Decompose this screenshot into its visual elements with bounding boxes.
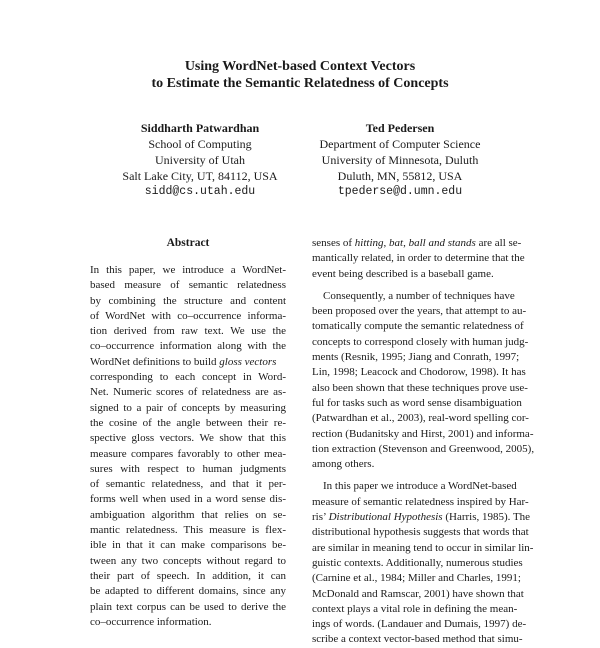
abstract-line: ible in that it can make comparisons be- [90,539,286,552]
abstract-line: based measure of semantic relatedness [90,279,286,292]
abstract-line: sures with respect to human judgments [90,462,286,475]
abstract-column [90,236,286,630]
body-line: also been shown that these techniques prove use- [312,381,528,394]
abstract-line: signed to a pair of concepts by measuring [90,401,286,414]
abstract-line: measure compares favorably to other mea- [90,447,286,460]
title-line-2: to Estimate the Semantic Relatedness of Concepts [151,76,449,91]
abstract-line: spective gloss vectors. We show that this [90,432,286,445]
author-address: Duluth, MN, 55812, USA [337,169,463,183]
body-text: ris’ [312,511,329,524]
abstract-line-text: WordNet definitions to build [90,355,220,368]
abstract-line: tion derived from raw text. We use the [90,325,286,338]
abstract-line: corresponding to each concept in Word- [90,371,286,384]
abstract-line: be adapted to different domains, since any [90,585,286,598]
body-line: tion extraction (Stevenson and Greenwood, 2005), [312,442,535,455]
author-affiliation: School of Computing [148,137,252,151]
body-line: Consequently, a number of techniques have [323,289,515,302]
body-line: guistic contexts. Additionally, numerous studies [312,556,523,569]
author-name: Ted Pedersen [365,121,435,135]
abstract-line: co–occurrence information. [90,615,212,628]
abstract-line: ambiguation algorithm that relies on se- [90,508,286,521]
body-line: ings of words. (Landauer and Dumais, 1997) de- [312,618,527,631]
body-line: (Carnine et al., 1984; Miller and Charles, 1991; [312,572,521,585]
body-line: senses of hitting, bat, ball and stands are all se- [312,237,522,249]
body-line: context plays a vital role in defining the mean- [312,602,518,615]
paper-title [0,58,600,92]
abstract-line: mantic relatedness. This measure is flex- [90,524,286,537]
abstract-line: their part of speech. In addition, it can [90,569,286,582]
paragraph-2 [312,289,535,473]
body-line: mantically related, in order to determine that the [312,252,525,265]
body-line: scribe a context vector-based method that simu- [312,633,523,646]
abstract-body [90,263,286,630]
body-text: (Harris, 1985). The [442,511,531,524]
abstract-line: Net. Numeric scores of relatedness are as- [90,386,286,399]
author-affiliation: University of Utah [155,153,245,167]
emphasis-word: ball [408,237,426,249]
author-email: tpederse@d.umn.edu [337,185,463,198]
abstract-line: of WordNet with co–occurrence informa- [90,309,286,322]
body-line: concepts to correspond closely with human judg- [312,335,529,348]
abstract-line: forms well when used in a word sense dis- [90,493,286,506]
body-line: distributional hypothesis suggests that words that [312,526,529,539]
abstract-line: of semantic relatedness, and that it per- [90,478,286,491]
body-line: event being described is a baseball game. [312,267,494,280]
body-line: tomatically compute the semantic relatedness of [312,320,524,333]
body-line: In this paper we introduce a WordNet-based [323,480,517,493]
body-line: measure of semantic relatedness inspired by Har- [312,495,529,508]
emphasis-word: and [428,237,445,249]
body-text: are all se- [475,237,522,249]
abstract-line [90,355,286,370]
emphasis-gloss-vectors: gloss vectors [219,355,277,368]
abstract-line: plain text corpus can be used to derive the [90,600,286,613]
body-line: Lin, 1998; Leacock and Chodorow, 1998). It has [312,366,526,379]
body-line: ful for tasks such as word sense disambiguation [312,396,522,409]
body-line: been proposed over the years, that attempt to au- [312,305,527,318]
author-email: sidd@cs.utah.edu [144,185,256,198]
emphasis-word: bat [389,237,404,249]
author-affiliation: Department of Computer Science [319,137,481,151]
body-line: are similar in meaning tend to occur in similar lin- [312,541,534,554]
body-column [312,236,535,648]
body-line: among others. [312,458,375,471]
paragraph-1 [312,236,525,282]
emphasis-word: stands [447,237,476,249]
author-address: Salt Lake City, UT, 84112, USA [122,169,278,183]
emphasis-distributional-hypothesis: Distributional Hypothesis [328,511,443,524]
author-block-2 [300,120,500,200]
abstract-line: tween any two concepts without regard to [90,554,286,567]
body-line [312,510,531,525]
title-line-1: Using WordNet-based Context Vectors [184,59,416,74]
author-affiliation: University of Minnesota, Duluth [321,153,479,167]
abstract-line: the cosine of the angle between their re- [90,416,286,429]
body-line: McDonald and Ramscar, 2001) have shown that [312,587,524,600]
abstract-heading: Abstract [166,237,210,249]
abstract-line: co–occurrence information along with the [90,340,286,353]
body-line: ments (Resnik, 1995; Jiang and Conrath, 1997; [312,351,520,364]
emphasis-word: hitting [354,237,384,249]
body-line: rection (Budanitsky and Hirst, 2001) and informa- [312,427,534,440]
abstract-line: by combining the structure and content [90,294,286,307]
abstract-line: In this paper, we introduce a WordNet- [90,264,286,276]
body-line: (Patwardhan et al., 2003), real-word spelling cor- [312,412,529,425]
body-text: senses of [312,237,355,249]
paragraph-3 [312,479,534,647]
author-name: Siddharth Patwardhan [140,121,260,135]
author-block-1 [100,120,300,200]
